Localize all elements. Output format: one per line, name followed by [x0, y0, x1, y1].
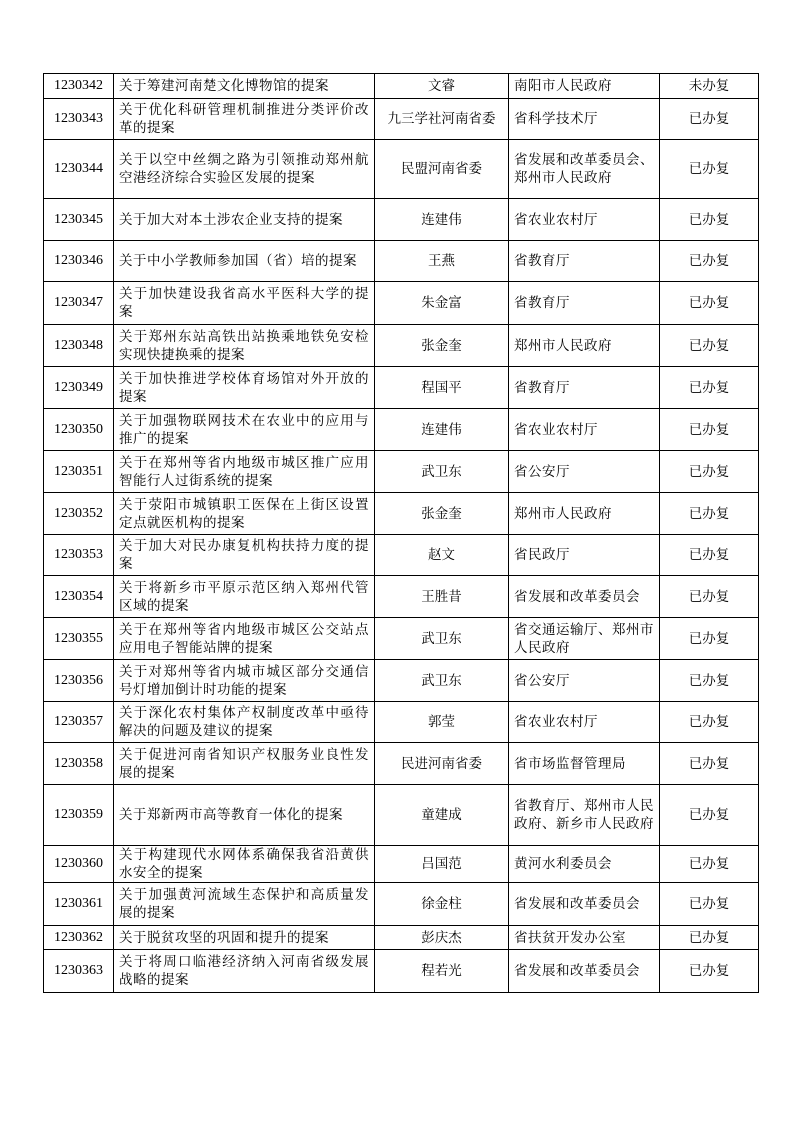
table-row: [44, 883, 759, 926]
handling-unit-cell: 省农业农村厅: [509, 409, 660, 451]
proposer-cell: 张金奎: [375, 493, 509, 535]
proposal-id-cell: 1230346: [44, 241, 114, 282]
proposer-cell: 王胜昔: [375, 576, 509, 618]
proposal-id-cell: 1230353: [44, 535, 114, 576]
proposal-title-cell: 关于优化科研管理机制推进分类评价改革的提案: [114, 99, 375, 140]
proposal-title-cell: 关于构建现代水网体系确保我省沿黄供水安全的提案: [114, 846, 375, 883]
handling-unit-cell: 省市场监督管理局: [509, 743, 660, 785]
status-cell: 已办复: [660, 282, 759, 325]
handling-unit-cell: 省教育厅: [509, 282, 660, 325]
status-cell: 已办复: [660, 785, 759, 846]
table-row: [44, 846, 759, 883]
table-row: [44, 451, 759, 493]
table-row: [44, 140, 759, 199]
proposal-id-cell: 1230348: [44, 325, 114, 367]
handling-unit-cell: 南阳市人民政府: [509, 74, 660, 99]
proposal-id-cell: 1230356: [44, 660, 114, 702]
status-cell: 已办复: [660, 99, 759, 140]
status-cell: 已办复: [660, 325, 759, 367]
proposal-title-cell: 关于加强黄河流域生态保护和高质量发展的提案: [114, 883, 375, 926]
table-row: [44, 785, 759, 846]
proposal-id-cell: 1230342: [44, 74, 114, 99]
proposal-title-cell: 关于将周口临港经济纳入河南省级发展战略的提案: [114, 950, 375, 993]
proposal-id-cell: 1230350: [44, 409, 114, 451]
handling-unit-cell: 省农业农村厅: [509, 199, 660, 241]
handling-unit-cell: 省教育厅: [509, 241, 660, 282]
proposal-id-cell: 1230363: [44, 950, 114, 993]
proposal-title-cell: 关于在郑州等省内地级市城区推广应用智能行人过街系统的提案: [114, 451, 375, 493]
proposal-id-cell: 1230352: [44, 493, 114, 535]
status-cell: 已办复: [660, 367, 759, 409]
status-cell: 已办复: [660, 409, 759, 451]
proposal-title-cell: 关于加快建设我省高水平医科大学的提案: [114, 282, 375, 325]
table-row: [44, 199, 759, 241]
table-row: [44, 409, 759, 451]
proposal-id-cell: 1230345: [44, 199, 114, 241]
table-row: [44, 576, 759, 618]
status-cell: 已办复: [660, 660, 759, 702]
status-cell: 已办复: [660, 950, 759, 993]
table-row: [44, 325, 759, 367]
proposal-title-cell: 关于筹建河南楚文化博物馆的提案: [114, 74, 375, 99]
proposal-title-cell: 关于中小学教师参加国（省）培的提案: [114, 241, 375, 282]
proposal-title-cell: 关于加大对民办康复机构扶持力度的提案: [114, 535, 375, 576]
proposal-id-cell: 1230351: [44, 451, 114, 493]
table-row: [44, 950, 759, 993]
status-cell: 已办复: [660, 535, 759, 576]
proposal-id-cell: 1230347: [44, 282, 114, 325]
proposer-cell: 徐金柱: [375, 883, 509, 926]
handling-unit-cell: 省交通运输厅、郑州市人民政府: [509, 618, 660, 660]
status-cell: 已办复: [660, 702, 759, 743]
proposal-id-cell: 1230360: [44, 846, 114, 883]
proposal-id-cell: 1230354: [44, 576, 114, 618]
proposal-id-cell: 1230355: [44, 618, 114, 660]
proposer-cell: 文睿: [375, 74, 509, 99]
handling-unit-cell: 省发展和改革委员会: [509, 950, 660, 993]
proposal-id-cell: 1230344: [44, 140, 114, 199]
status-cell: 已办复: [660, 883, 759, 926]
proposal-title-cell: 关于促进河南省知识产权服务业良性发展的提案: [114, 743, 375, 785]
proposal-id-cell: 1230359: [44, 785, 114, 846]
proposal-table-body: [44, 74, 759, 993]
proposal-title-cell: 关于荥阳市城镇职工医保在上街区设置定点就医机构的提案: [114, 493, 375, 535]
handling-unit-cell: 省发展和改革委员会: [509, 883, 660, 926]
table-row: [44, 367, 759, 409]
proposer-cell: 王燕: [375, 241, 509, 282]
proposer-cell: 程若光: [375, 950, 509, 993]
proposal-title-cell: 关于郑州东站高铁出站换乘地铁免安检实现快捷换乘的提案: [114, 325, 375, 367]
proposal-title-cell: 关于加快推进学校体育场馆对外开放的提案: [114, 367, 375, 409]
proposer-cell: 张金奎: [375, 325, 509, 367]
proposer-cell: 连建伟: [375, 409, 509, 451]
proposal-title-cell: 关于加大对本土涉农企业支持的提案: [114, 199, 375, 241]
proposal-title-cell: 关于郑新两市高等教育一体化的提案: [114, 785, 375, 846]
table-row: [44, 99, 759, 140]
handling-unit-cell: 省公安厅: [509, 660, 660, 702]
proposer-cell: 吕国范: [375, 846, 509, 883]
table-row: [44, 241, 759, 282]
handling-unit-cell: 省科学技术厅: [509, 99, 660, 140]
handling-unit-cell: 省公安厅: [509, 451, 660, 493]
status-cell: 已办复: [660, 451, 759, 493]
table-row: [44, 535, 759, 576]
proposer-cell: 武卫东: [375, 660, 509, 702]
handling-unit-cell: 省民政厅: [509, 535, 660, 576]
handling-unit-cell: 省农业农村厅: [509, 702, 660, 743]
proposer-cell: 连建伟: [375, 199, 509, 241]
proposal-id-cell: 1230357: [44, 702, 114, 743]
status-cell: 已办复: [660, 846, 759, 883]
proposal-title-cell: 关于深化农村集体产权制度改革中亟待解决的问题及建议的提案: [114, 702, 375, 743]
status-cell: 已办复: [660, 576, 759, 618]
table-row: [44, 74, 759, 99]
table-row: [44, 702, 759, 743]
status-cell: 已办复: [660, 618, 759, 660]
proposal-title-cell: 关于脱贫攻坚的巩固和提升的提案: [114, 926, 375, 950]
handling-unit-cell: 郑州市人民政府: [509, 325, 660, 367]
proposal-table: [43, 73, 759, 993]
handling-unit-cell: 省教育厅、郑州市人民政府、新乡市人民政府: [509, 785, 660, 846]
status-cell: 未办复: [660, 74, 759, 99]
status-cell: 已办复: [660, 493, 759, 535]
handling-unit-cell: 省发展和改革委员会、郑州市人民政府: [509, 140, 660, 199]
proposal-title-cell: 关于将新乡市平原示范区纳入郑州代管区域的提案: [114, 576, 375, 618]
status-cell: 已办复: [660, 140, 759, 199]
table-row: [44, 493, 759, 535]
status-cell: 已办复: [660, 743, 759, 785]
proposer-cell: 九三学社河南省委: [375, 99, 509, 140]
proposer-cell: 朱金富: [375, 282, 509, 325]
status-cell: 已办复: [660, 241, 759, 282]
proposal-title-cell: 关于对郑州等省内城市城区部分交通信号灯增加倒计时功能的提案: [114, 660, 375, 702]
table-row: [44, 743, 759, 785]
proposal-id-cell: 1230343: [44, 99, 114, 140]
proposal-id-cell: 1230362: [44, 926, 114, 950]
table-row: [44, 618, 759, 660]
proposal-title-cell: 关于以空中丝绸之路为引领推动郑州航空港经济综合实验区发展的提案: [114, 140, 375, 199]
handling-unit-cell: 郑州市人民政府: [509, 493, 660, 535]
proposer-cell: 民盟河南省委: [375, 140, 509, 199]
proposal-title-cell: 关于加强物联网技术在农业中的应用与推广的提案: [114, 409, 375, 451]
proposer-cell: 武卫东: [375, 618, 509, 660]
handling-unit-cell: 省发展和改革委员会: [509, 576, 660, 618]
proposal-id-cell: 1230358: [44, 743, 114, 785]
proposal-title-cell: 关于在郑州等省内地级市城区公交站点应用电子智能站牌的提案: [114, 618, 375, 660]
proposal-id-cell: 1230361: [44, 883, 114, 926]
handling-unit-cell: 省教育厅: [509, 367, 660, 409]
proposer-cell: 民进河南省委: [375, 743, 509, 785]
table-row: [44, 660, 759, 702]
proposer-cell: 郭莹: [375, 702, 509, 743]
status-cell: 已办复: [660, 926, 759, 950]
proposer-cell: 程国平: [375, 367, 509, 409]
handling-unit-cell: 省扶贫开发办公室: [509, 926, 660, 950]
proposer-cell: 童建成: [375, 785, 509, 846]
table-row: [44, 282, 759, 325]
status-cell: 已办复: [660, 199, 759, 241]
proposal-table-container: [43, 73, 758, 993]
proposer-cell: 彭庆杰: [375, 926, 509, 950]
proposer-cell: 赵文: [375, 535, 509, 576]
proposer-cell: 武卫东: [375, 451, 509, 493]
table-row: [44, 926, 759, 950]
handling-unit-cell: 黄河水利委员会: [509, 846, 660, 883]
proposal-id-cell: 1230349: [44, 367, 114, 409]
